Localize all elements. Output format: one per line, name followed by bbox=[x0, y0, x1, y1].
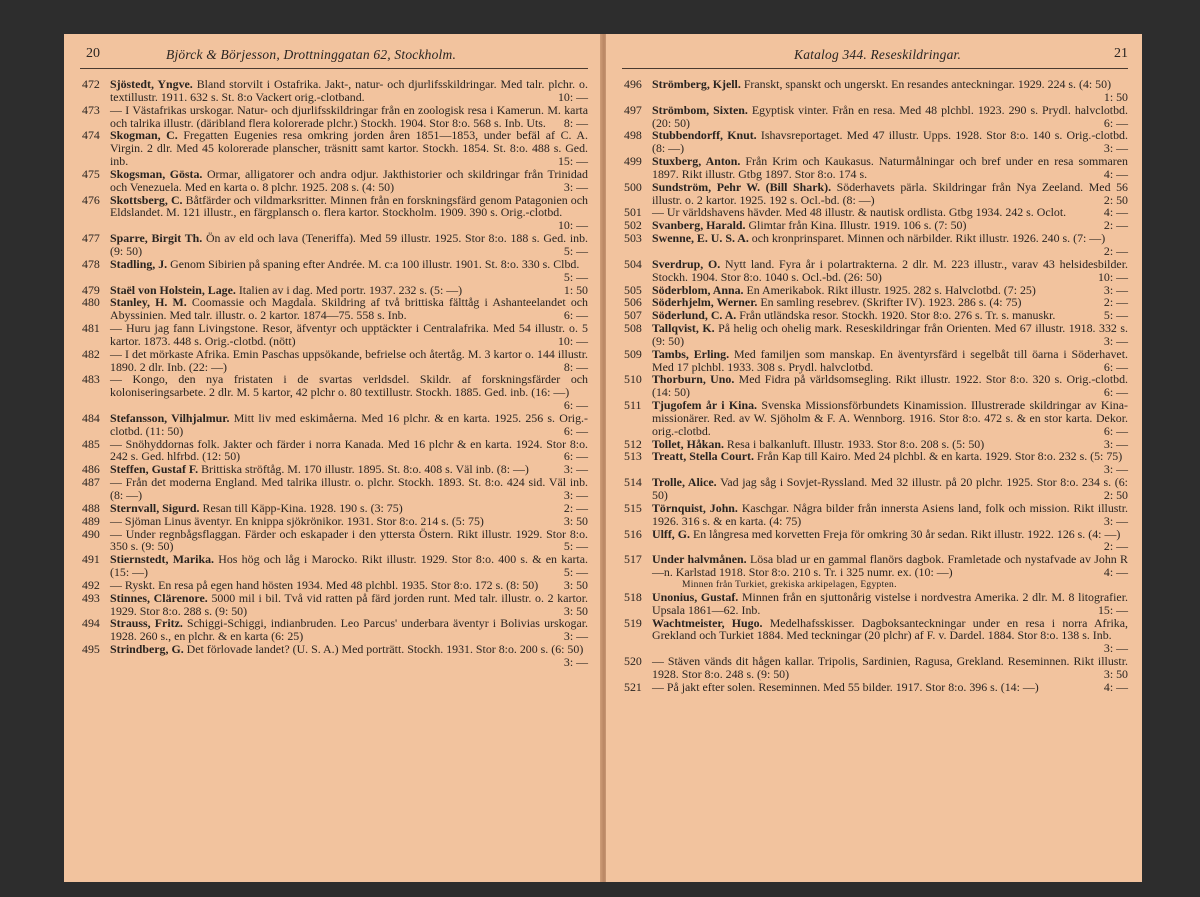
entry-description: Brittiska ströftåg. M. 170 illustr. 1895. St. 8:o. 408 s. Väl inb. (8: —) bbox=[201, 462, 529, 477]
entry-price: 3: — bbox=[1103, 141, 1128, 156]
entry-author: Skogsman, Gösta. bbox=[110, 166, 203, 181]
entry-description: Det förlovade landet? (U. S. A.) Med porträtt. Stockh. 1931. Stor 8:o. 200 s. (6: 50) bbox=[186, 642, 584, 657]
entry-author: Strömbom, Sixten. bbox=[652, 102, 748, 117]
entry-description: En långresa med korvetten Freja för omkring 30 år sedan. Rikt illustr. 1922. 126 s. (4: —) bbox=[692, 526, 1121, 541]
catalog-entry bbox=[624, 155, 1128, 181]
catalog-entry bbox=[624, 129, 1128, 155]
entry-number: 506 bbox=[624, 295, 642, 310]
entry-author: Tallqvist, K. bbox=[652, 321, 715, 336]
catalog-entry bbox=[82, 643, 588, 669]
entry-price: 3: 50 bbox=[563, 577, 588, 592]
entry-price: 8: — bbox=[563, 115, 588, 130]
entry-author: Sternvall, Sigurd. bbox=[110, 500, 200, 515]
entry-number: 473 bbox=[82, 102, 100, 117]
entry-description: Kaschgar. Några bilder från innersta Asiens land, folk och mission. Rikt illustr. 1926. 316 s. & en karta. (4: 75) bbox=[652, 500, 1128, 528]
entry-number: 502 bbox=[624, 218, 642, 233]
catalog-entry bbox=[624, 528, 1128, 554]
entry-number: 510 bbox=[624, 372, 642, 387]
entry-description: Vad jag såg i Sovjet-Ryssland. Med 32 illustr. på 20 plchr. 1925. Stor 8:o. 234 s. (6: 50) bbox=[652, 475, 1128, 502]
entry-number: 508 bbox=[624, 321, 642, 336]
entry-author: Skottsberg, C. bbox=[110, 192, 183, 207]
entry-description: — Ryskt. En resa på egen hand hösten 1934. Med 48 plchbl. 1935. Stor 8:o. 172 s. (8: 50) bbox=[110, 577, 539, 592]
entry-price: 15: — bbox=[557, 154, 588, 169]
entry-description: Söderhavets pärla. Skildringar från Nya Zeeland. Med 56 illustr. o. 2 kartor. 1925. 192 s. Ocl.-bd. (8: —) bbox=[652, 179, 1128, 207]
catalog-entry bbox=[624, 591, 1128, 617]
entry-number: 501 bbox=[624, 205, 642, 220]
entry-number: 512 bbox=[624, 436, 642, 451]
entry-number: 504 bbox=[624, 256, 642, 271]
entry-author: Under halvmånen. bbox=[652, 552, 747, 567]
entry-price: 8: — bbox=[563, 359, 588, 374]
catalog-entry bbox=[82, 553, 588, 579]
entry-number: 482 bbox=[82, 346, 100, 361]
entry-description: Bland storvilt i Ostafrika. Jakt-, natur- och djurlifsskildringar. Med talr. plchr. o. textillustr. 1911. 632 s. St. 8:o Vackert orig.-clotband. bbox=[110, 77, 588, 104]
entry-description: Med familjen som manskap. En äventyrsfärd i segelbåt till öarna i Söderhavet. Med 17 plchbl. 1933. 308 s. Prydl. halvclotbd. bbox=[652, 346, 1128, 374]
entry-author: Skogman, C. bbox=[110, 128, 178, 143]
catalog-entry bbox=[82, 258, 588, 284]
entry-number: 490 bbox=[82, 526, 100, 541]
entry-price: 4: — bbox=[1103, 679, 1128, 694]
entry-author: Stanley, H. M. bbox=[110, 295, 187, 310]
entry-price: 5: — bbox=[563, 539, 588, 554]
entry-price: 2: — bbox=[1103, 295, 1128, 310]
entry-price: 6: — bbox=[563, 398, 588, 413]
entry-author: Svanberg, Harald. bbox=[652, 218, 746, 233]
catalog-entry bbox=[624, 258, 1128, 284]
entry-author: Sundström, Pehr W. (Bill Shark). bbox=[652, 179, 832, 194]
catalog-entry bbox=[82, 617, 588, 643]
catalog-entry bbox=[624, 104, 1128, 130]
entry-number: 503 bbox=[624, 231, 642, 246]
entry-number: 489 bbox=[82, 513, 100, 528]
entry-description: Medelhafsskisser. Dagboksanteckningar under en resa i norra Afrika, Grekland och Turkiet 1884. Med teckningar (20 plchr) af F. v. Dardel. 1884. Stor 8:o. 138 s. Inb. bbox=[652, 615, 1128, 643]
entry-description: — Ur världshavens hävder. Med 48 illustr. & nautisk ordlista. Gtbg 1934. 242 s. Oclot. bbox=[652, 205, 1067, 220]
entry-author: Törnquist, John. bbox=[652, 500, 738, 515]
entry-price: 6: — bbox=[563, 449, 588, 464]
entry-price: 5: — bbox=[563, 269, 588, 284]
catalog-entry bbox=[624, 681, 1128, 694]
catalog-entry bbox=[624, 553, 1128, 579]
entry-description: Egyptisk vinter. Från en resa. Med 48 plchbl. 1923. 290 s. Prydl. halvclotbd. (20: 50) bbox=[652, 102, 1128, 130]
entry-description: Resan till Käpp-Kina. 1928. 190 s. (3: 75) bbox=[202, 500, 403, 515]
entry-author: Tambs, Erling. bbox=[652, 346, 730, 361]
entry-description: Ishavsreportaget. Med 47 illustr. Upps. 1928. Stor 8:o. 140 s. Orig.-clotbd. (8: —) bbox=[652, 128, 1128, 156]
right-page-running-title: Katalog 344. Reseskildringar. bbox=[794, 47, 962, 62]
catalog-entry bbox=[624, 502, 1128, 528]
entry-number: 486 bbox=[82, 462, 100, 477]
entry-author: Wachtmeister, Hugo. bbox=[652, 615, 763, 630]
entry-number: 480 bbox=[82, 295, 100, 310]
entry-number: 517 bbox=[624, 552, 642, 567]
entry-price: 3: — bbox=[563, 629, 588, 644]
entry-author: Stiernstedt, Marika. bbox=[110, 552, 214, 567]
entry-author: Thorburn, Uno. bbox=[652, 372, 735, 387]
entry-description: och kronprinsparet. Minnen och närbilder. Rikt illustr. 1926. 240 s. (7: —) bbox=[751, 231, 1106, 246]
entry-author: Strindberg, G. bbox=[110, 642, 184, 657]
entry-number: 500 bbox=[624, 179, 642, 194]
entry-number: 521 bbox=[624, 679, 642, 694]
entry-description: — Snöhyddornas folk. Jakter och färder i norra Kanada. Med 16 plchr & en karta. 1924. Stor 8:o. 242 s. Ged. hlfrbd. (12: 50) bbox=[110, 436, 588, 464]
entry-author: Söderblom, Anna. bbox=[652, 282, 744, 297]
entry-price: 4: — bbox=[1103, 565, 1128, 580]
entry-price: 4: — bbox=[1103, 205, 1128, 220]
entry-number: 514 bbox=[624, 475, 642, 490]
entry-number: 518 bbox=[624, 589, 642, 604]
entry-author: Staël von Holstein, Lage. bbox=[110, 282, 236, 297]
entry-number: 494 bbox=[82, 616, 100, 631]
entry-price: 2: — bbox=[1103, 539, 1128, 554]
entry-description: Från utländska resor. Stockh. 1920. Stor 8:o. 276 s. Tr. s. manuskr. bbox=[739, 308, 1056, 323]
entry-number: 509 bbox=[624, 346, 642, 361]
catalog-entry bbox=[82, 348, 588, 374]
entry-number: 472 bbox=[82, 77, 100, 91]
entry-description: Med Fidra på världsomsegling. Rikt illustr. 1922. Stor 8:o. 320 s. Orig.-clotbd. (14: 50) bbox=[652, 372, 1128, 400]
entry-description: Ormar, alligatorer och andra odjur. Jakthistorier och skildringar från Trinidad och Venezuela. Med en karta o. 8 plchr. 1925. 208 s. (4: 50) bbox=[110, 166, 588, 194]
entry-description: — Kongo, den nya fristaten i de svartas verldsdel. Skildr. af forskningsfärder och koloniseringsarbete. 2 dlr. M. 5 kartor, 42 plchr o. 80 textillustr. Stockh. 1885. Ged. inb. (16: —) bbox=[110, 372, 588, 400]
entry-description: Minnen från en sjuttonårig vistelse i nordvestra Amerika. 2 dlr. M. 8 litografier. Upsala 1861—62. Inb. bbox=[652, 589, 1128, 617]
entry-price: 1: 50 bbox=[563, 282, 588, 297]
entry-number: 495 bbox=[82, 642, 100, 657]
catalog-entry bbox=[624, 322, 1128, 348]
entry-description: Italien av i dag. Med portr. 1937. 232 s. (5: —) bbox=[238, 282, 463, 297]
entry-price: 3: — bbox=[1103, 436, 1128, 451]
catalog-entry bbox=[82, 528, 588, 554]
catalog-entry bbox=[82, 412, 588, 438]
entry-price: 6: — bbox=[1103, 385, 1128, 400]
entry-description: 5000 mil i bil. Två vid ratten på färd jorden runt. Med talr. illustr. o. 2 kartor. 1929. Stor 8:o. 288 s. (9: 50) bbox=[110, 590, 588, 618]
entry-number: 477 bbox=[82, 231, 100, 246]
entry-author: Steffen, Gustaf F. bbox=[110, 462, 199, 477]
entry-author: Tollet, Håkan. bbox=[652, 436, 724, 451]
right-entry-list bbox=[624, 78, 1128, 694]
catalog-entry bbox=[624, 373, 1128, 399]
entry-author: Strauss, Fritz. bbox=[110, 616, 183, 631]
entry-description: Nytt land. Fyra år i polartrakterna. 2 dlr. M. 223 illustr., varav 43 helsidesbilder. Stockh. 1904. Stor 8:o. 1040 s. Ocl.-bd. (26: 50) bbox=[652, 256, 1128, 284]
entry-author: Stadling, J. bbox=[110, 256, 168, 271]
entry-author: Ulff, G. bbox=[652, 526, 690, 541]
entry-price: 5: — bbox=[1103, 308, 1128, 323]
entry-author: Stubbendorff, Knut. bbox=[652, 128, 757, 143]
entry-author: Sparre, Birgit Th. bbox=[110, 231, 203, 246]
entry-price: 2: — bbox=[1103, 218, 1128, 233]
catalog-entry bbox=[82, 438, 588, 464]
catalog-entry bbox=[82, 296, 588, 322]
entry-number: 498 bbox=[624, 128, 642, 143]
catalog-entry bbox=[624, 476, 1128, 502]
entry-price: 6: — bbox=[563, 423, 588, 438]
entry-price: 3: 50 bbox=[1103, 666, 1128, 681]
entry-author: Söderhjelm, Werner. bbox=[652, 295, 758, 310]
entry-description: Svenska Missionsförbundets Kinamission. Illustrerade skildringar av Kina-missionärer. Red. av W. Sjöholm & F. A. Wennborg. 1916. Stor 8:o. 472 s. & en stor karta. Dekor. orig.-clotbd. bbox=[652, 398, 1128, 438]
entry-price: 10: — bbox=[557, 218, 588, 233]
entry-price: 1: 50 bbox=[1103, 89, 1128, 104]
entry-number: 476 bbox=[82, 192, 100, 207]
left-page-number: 20 bbox=[86, 46, 100, 61]
entry-description: En Amerikabok. Rikt illustr. 1925. 282 s. Halvclotbd. (7: 25) bbox=[746, 282, 1036, 297]
entry-description: Genom Sibirien på spaning efter Andrée. M. c:a 100 illustr. 1901. St. 8:o. 330 s. Clbd. bbox=[170, 256, 580, 271]
catalog-entry bbox=[624, 78, 1128, 104]
entry-price: 4: — bbox=[1103, 166, 1128, 181]
entry-description: Mitt liv med eskimåerna. Med 16 plchr. & en karta. 1925. 256 s. Orig.-clotbd. (11: 50) bbox=[110, 410, 588, 438]
entry-number: 499 bbox=[624, 154, 642, 169]
entry-price: 10: — bbox=[557, 89, 588, 104]
entry-price: 3: — bbox=[563, 179, 588, 194]
entry-price: 6: — bbox=[1103, 359, 1128, 374]
entry-number: 484 bbox=[82, 410, 100, 425]
entry-description: Lösa blad ur en gammal flanörs dagbok. Framletade och nystafvade av John R—n. Karlstad 1918. Stor 8:o. 210 s. Tr. i 325 numr. ex. (10: —) bbox=[652, 552, 1128, 580]
catalog-entry bbox=[82, 129, 588, 168]
right-header-rule bbox=[622, 68, 1128, 69]
entry-number: 520 bbox=[624, 654, 642, 669]
entry-number: 483 bbox=[82, 372, 100, 387]
entry-description: Coomassie och Magdala. Skildring af två brittiska fälttåg i Ashanteelandet och Abyssinien. Med talr. illustr. o. 2 kartor. 1874—75. 558 s. Inb. bbox=[110, 295, 588, 323]
entry-description: Från Krim och Kaukasus. Naturmålningar och bref under en resa sommaren 1897. Rikt illustr. Gtbg 1897. Stor 8:o. 174 s. bbox=[652, 154, 1128, 181]
entry-description: Resa i balkanluft. Illustr. 1933. Stor 8:o. 208 s. (5: 50) bbox=[726, 436, 985, 451]
entry-price: 3: — bbox=[1103, 641, 1128, 656]
entry-price: 3: — bbox=[563, 654, 588, 669]
catalog-entry bbox=[82, 232, 588, 258]
left-page-header bbox=[86, 46, 588, 68]
entry-description: Schiggi-Schiggi, indianbruden. Leo Parcus' underbara äventyr i Bolivias urskogar. 1928. 260 s., en plchr. & en karta (6: 25) bbox=[110, 616, 588, 644]
entry-description: En samling resebrev. (Skrifter IV). 1923. 286 s. (4: 75) bbox=[760, 295, 1022, 310]
left-page bbox=[64, 34, 602, 882]
entry-number: 513 bbox=[624, 449, 642, 464]
entry-description: — Från det moderna England. Med talrika illustr. o. plchr. Stockh. 1893. St. 8:o. 424 sid. Väl inb. (8: —) bbox=[110, 475, 588, 502]
entry-description: På helig och ohelig mark. Reseskildringar från Orienten. Med 67 illustr. 1918. 332 s. (9: 50) bbox=[652, 321, 1128, 348]
entry-number: 507 bbox=[624, 308, 642, 323]
entry-price: 3: — bbox=[1103, 513, 1128, 528]
entry-number: 488 bbox=[82, 500, 100, 515]
entry-description: Glimtar från Kina. Illustr. 1919. 106 s. (7: 50) bbox=[748, 218, 967, 233]
entry-price: 5: — bbox=[563, 565, 588, 580]
entry-number: 474 bbox=[82, 128, 100, 143]
catalog-entry bbox=[82, 78, 588, 104]
catalog-entry bbox=[624, 617, 1128, 656]
entry-description: Ön av eld och lava (Teneriffa). Med 59 illustr. 1925. Stor 8:o. 188 s. Ged. inb. (9: 50) bbox=[110, 231, 588, 258]
catalog-entry bbox=[624, 399, 1128, 438]
entry-price: 3: 50 bbox=[563, 603, 588, 618]
entry-author: Sverdrup, O. bbox=[652, 256, 721, 271]
right-page-number: 21 bbox=[1114, 46, 1128, 61]
catalog-entry bbox=[82, 168, 588, 194]
entry-price: 3: — bbox=[563, 488, 588, 502]
right-page-header bbox=[628, 46, 1128, 68]
catalog-entry bbox=[624, 232, 1128, 258]
entry-price: 3: — bbox=[1103, 333, 1128, 348]
left-header-rule bbox=[80, 68, 588, 69]
entry-price: 6: — bbox=[1103, 115, 1128, 130]
entry-number: 492 bbox=[82, 577, 100, 592]
entry-description: — I det mörkaste Afrika. Emin Paschas uppsökande, befrielse och återtåg. M. 3 kartor o. 144 illustr. 1890. 2 dlr. Inb. (22: —) bbox=[110, 346, 588, 374]
catalog-entry bbox=[624, 655, 1128, 681]
entry-number: 519 bbox=[624, 615, 642, 630]
entry-description: Från Kap till Kairo. Med 24 plchbl. & en karta. 1929. Stor 8:o. 232 s. (5: 75) bbox=[756, 449, 1123, 464]
entry-price: 2: — bbox=[1103, 243, 1128, 258]
entry-author: Söderlund, C. A. bbox=[652, 308, 737, 323]
entry-author: Unonius, Gustaf. bbox=[652, 589, 739, 604]
catalog-entry bbox=[82, 373, 588, 412]
entry-number: 475 bbox=[82, 166, 100, 181]
entry-description: Hos hög och låg i Marocko. Rikt illustr. 1929. Stor 8:o. 400 s. & en karta. (15: —) bbox=[110, 552, 588, 580]
catalog-entry bbox=[82, 476, 588, 502]
entry-price: 3: — bbox=[1103, 282, 1128, 297]
entry-description: — Sjöman Linus äventyr. En knippa sjökrönikor. 1931. Stor 8:o. 214 s. (5: 75) bbox=[110, 513, 484, 528]
catalog-entry bbox=[82, 194, 588, 233]
entry-author: Tjugofem år i Kina. bbox=[652, 398, 757, 413]
entry-price: 5: — bbox=[563, 243, 588, 258]
entry-number: 487 bbox=[82, 475, 100, 490]
left-entry-list bbox=[82, 78, 588, 669]
entry-author: Trolle, Alice. bbox=[652, 475, 717, 490]
entry-description: — Under regnbågsflaggan. Färder och eskapader i den yttersta Östern. Rikt illustr. 1929. Stor 8:o. 350 s. (9: 50) bbox=[110, 526, 588, 554]
entry-price: 3: — bbox=[563, 462, 588, 477]
entry-number: 481 bbox=[82, 321, 100, 336]
entry-number: 491 bbox=[82, 552, 100, 567]
entry-author: Treatt, Stella Court. bbox=[652, 449, 754, 464]
entry-author: Stuxberg, Anton. bbox=[652, 154, 741, 169]
catalog-entry bbox=[82, 104, 588, 130]
catalog-entry bbox=[624, 181, 1128, 207]
entry-description: — Huru jag fann Livingstone. Resor, äfventyr och upptäckter i Centralafrika. Med 54 illustr. o. 5 kartor. 1873. 448 s. Orig.-clotbd. (nött) bbox=[110, 321, 588, 348]
left-page-running-title: Björck & Börjesson, Drottninggatan 62, Stockholm. bbox=[166, 47, 457, 62]
entry-number: 516 bbox=[624, 526, 642, 541]
entry-description: Båtfärder och vildmarksritter. Minnen från en forskningsfärd genom Patagonien och Eldslandet. M. 121 illustr., en färgplansch o. flera kartor. Stockholm. 1909. 390 s. Orig.-clotbd. bbox=[110, 192, 588, 220]
entry-author: Strömberg, Kjell. bbox=[652, 77, 741, 91]
entry-number: 493 bbox=[82, 590, 100, 605]
entry-number: 497 bbox=[624, 102, 642, 117]
entry-price: 6: — bbox=[563, 308, 588, 323]
right-page bbox=[606, 34, 1142, 882]
entry-number: 496 bbox=[624, 77, 642, 91]
entry-number: 479 bbox=[82, 282, 100, 297]
entry-price: 3: 50 bbox=[563, 513, 588, 528]
entry-price: 10: — bbox=[1097, 269, 1128, 284]
entry-price: 6: — bbox=[1103, 423, 1128, 438]
entry-price: 2: 50 bbox=[1103, 192, 1128, 207]
entry-description: — I Västafrikas urskogar. Natur- och djurlifsskildringar från en zoologisk resa i Kamerun. M. karta och talrika illustr. (däribland flera kolorerade plchr.) Stockh. 1904. Stor 8:o. 568 s. Inb. Uts. bbox=[110, 102, 588, 130]
entry-description: Fregatten Eugenies resa omkring jorden åren 1851—1853, under befäl af C. A. Virgin. 2 dlr. Med 45 kolorerade planscher, träsnitt samt kartor. Stockh. 1854. St. 8:o. 488 s. Ged. inb. bbox=[110, 128, 588, 169]
catalog-entry bbox=[82, 592, 588, 618]
entry-number: 485 bbox=[82, 436, 100, 451]
entry-number: 478 bbox=[82, 256, 100, 271]
entry-number: 511 bbox=[624, 398, 642, 413]
entry-price: 2: — bbox=[563, 500, 588, 515]
entry-description: Franskt, spanskt och ungerskt. En resandes anteckningar. 1929. 224 s. (4: 50) bbox=[743, 77, 1112, 91]
catalog-entry-note: Minnen från Turkiet, grekiska arkipelagen, Egypten. bbox=[682, 579, 897, 590]
entry-number: 505 bbox=[624, 282, 642, 297]
entry-description: — På jakt efter solen. Reseminnen. Med 55 bilder. 1917. Stor 8:o. 396 s. (14: —) bbox=[652, 679, 1039, 694]
entry-price: 15: — bbox=[1097, 602, 1128, 617]
entry-author: Sjöstedt, Yngve. bbox=[110, 77, 193, 91]
entry-author: Stefansson, Vilhjalmur. bbox=[110, 410, 230, 425]
catalog-entry bbox=[82, 322, 588, 348]
entry-author: Swenne, E. U. S. A. bbox=[652, 231, 749, 246]
entry-price: 10: — bbox=[557, 333, 588, 348]
entry-author: Stinnes, Clärenore. bbox=[110, 590, 208, 605]
entry-description: — Stäven vänds dit hågen kallar. Tripolis, Sardinien, Ragusa, Grekland. Reseminnen. Rikt illustr. 1928. Stor 8:o. 248 s. (9: 50) bbox=[652, 654, 1128, 681]
catalog-entry bbox=[624, 348, 1128, 374]
entry-number: 515 bbox=[624, 500, 642, 515]
entry-price: 3: — bbox=[1103, 462, 1128, 477]
catalog-entry bbox=[624, 450, 1128, 476]
entry-price: 2: 50 bbox=[1103, 488, 1128, 502]
